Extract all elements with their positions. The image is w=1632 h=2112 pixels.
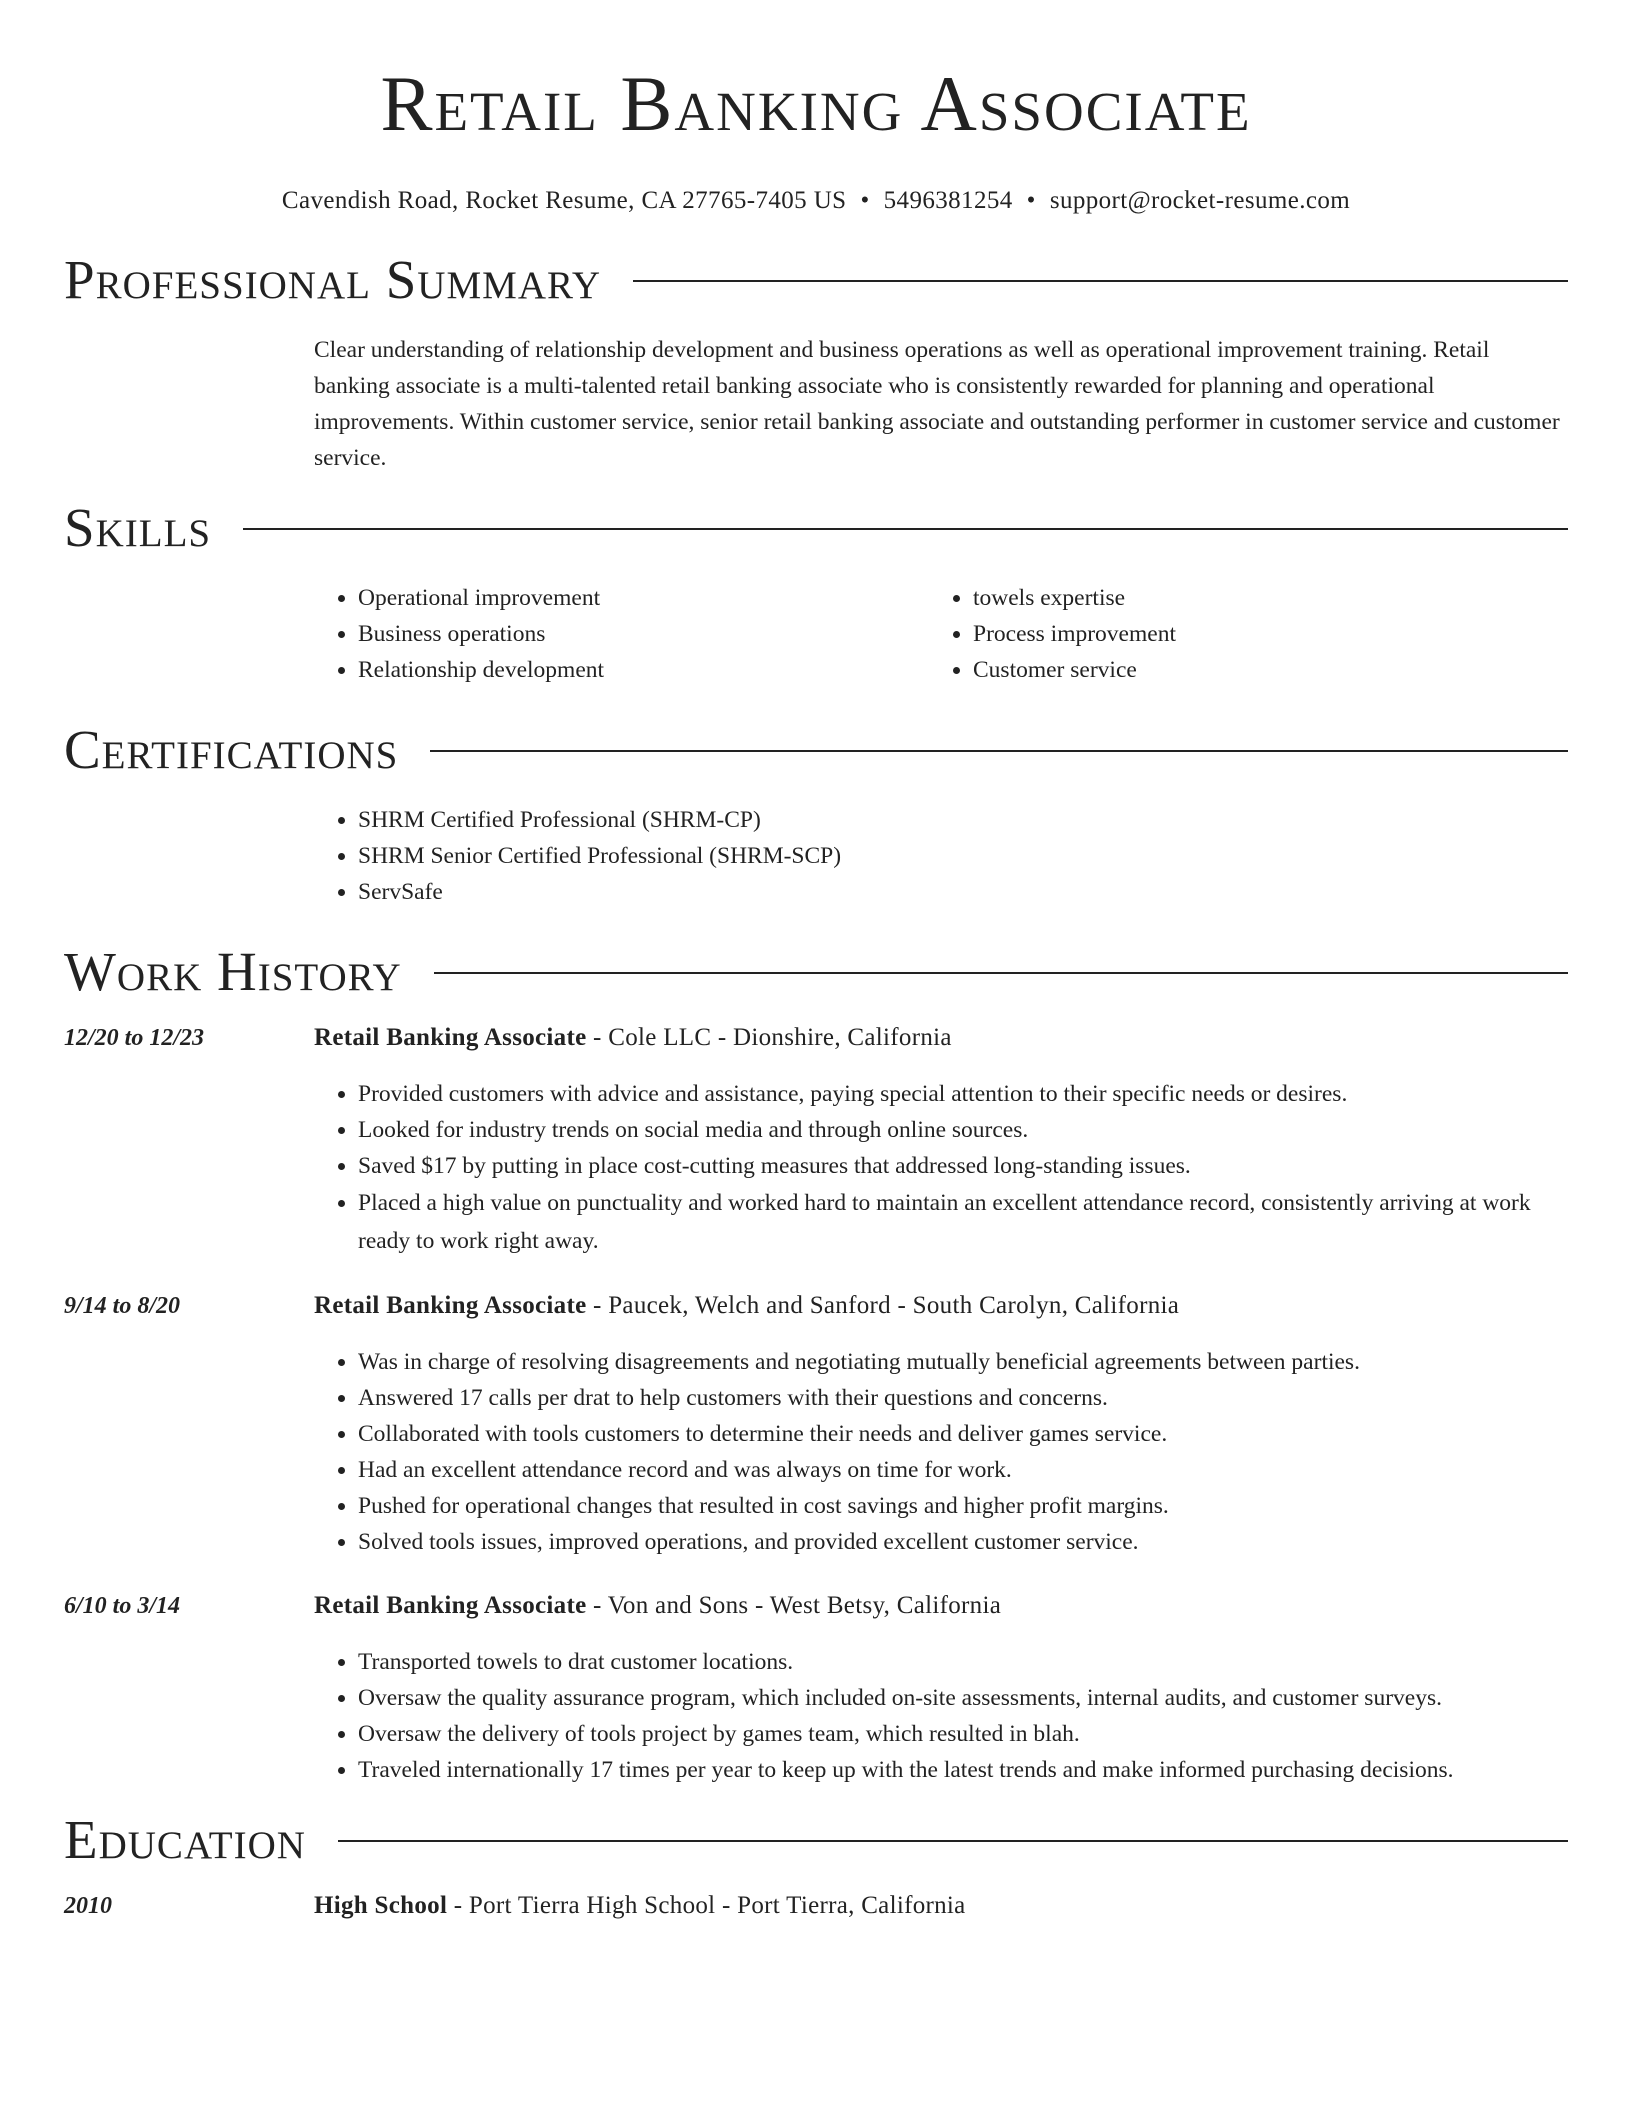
summary-heading: Professional Summary — [64, 249, 602, 310]
job-header — [64, 1024, 1568, 1060]
section-header — [64, 1810, 1568, 1870]
section-header — [64, 720, 1568, 780]
certification-item: • SHRM Senior Certified Professional (SHRM-SCP) — [358, 838, 1568, 874]
skills-section — [64, 498, 1568, 688]
education-heading-line — [314, 1892, 966, 1920]
skills-list-left — [314, 580, 929, 688]
job-bullet: • Answered 17 calls per drat to help customers with their questions and concerns. — [358, 1380, 1568, 1416]
job-heading — [314, 1592, 1001, 1620]
certification-item: • ServSafe — [358, 874, 1568, 910]
contact-separator: • — [860, 187, 870, 214]
skills-grid — [314, 580, 1568, 688]
skill-item: • towels expertise — [973, 580, 1568, 616]
education-details: - Port Tierra High School - Port Tierra, California — [447, 1892, 966, 1919]
section-divider — [633, 280, 1568, 282]
skills-list-right — [929, 580, 1568, 688]
job-header — [64, 1292, 1568, 1328]
job-details: - Paucek, Welch and Sanford - South Carolyn, California — [586, 1292, 1180, 1319]
section-header — [64, 250, 1568, 310]
job-bullet: • Oversaw the delivery of tools project by games team, which resulted in blah. — [358, 1716, 1568, 1752]
job-details: - Cole LLC - Dionshire, California — [586, 1024, 952, 1051]
contact-phone: 5496381254 — [883, 187, 1013, 214]
skill-item: • Relationship development — [358, 652, 929, 688]
job-entry — [64, 1592, 1568, 1788]
education-year: 2010 — [64, 1893, 112, 1919]
education-heading: Education — [64, 1809, 306, 1870]
job-title: Retail Banking Associate — [314, 1292, 587, 1319]
section-divider — [243, 528, 1568, 530]
job-bullets-wrap — [314, 1344, 1568, 1560]
work-history-heading: Work History — [64, 941, 402, 1002]
section-divider — [430, 750, 1568, 752]
job-bullet: • Collaborated with tools customers to determine their needs and deliver games service. — [358, 1416, 1568, 1452]
job-bullets — [314, 1344, 1568, 1560]
certification-item: • SHRM Certified Professional (SHRM-CP) — [358, 802, 1568, 838]
education-degree: High School — [314, 1892, 448, 1919]
contact-line — [64, 186, 1568, 216]
job-title: Retail Banking Associate — [314, 1024, 587, 1051]
skill-item: • Business operations — [358, 616, 929, 652]
job-header — [64, 1592, 1568, 1628]
work-history-section — [64, 942, 1568, 1788]
job-dates: 12/20 to 12/23 — [64, 1025, 205, 1051]
certifications-section — [64, 720, 1568, 910]
job-bullets-wrap — [314, 1644, 1568, 1788]
job-entry — [64, 1292, 1568, 1560]
job-bullet: • Solved tools issues, improved operations, and provided excellent customer service. — [358, 1524, 1568, 1560]
job-bullet: • Pushed for operational changes that resulted in cost savings and higher profit margins. — [358, 1488, 1568, 1524]
section-header — [64, 498, 1568, 558]
certifications-list — [314, 802, 1568, 910]
job-entry — [64, 1024, 1568, 1260]
job-bullet: • Placed a high value on punctuality and worked hard to maintain an excellent attendance record, consistently arriving at work ready to work right away. — [358, 1184, 1568, 1260]
resume-name: Retail Banking Associate — [380, 60, 1252, 147]
job-title: Retail Banking Associate — [314, 1592, 587, 1619]
contact-address: Cavendish Road, Rocket Resume, CA 27765-7405 US — [281, 187, 847, 214]
certifications-heading: Certifications — [64, 719, 399, 780]
job-bullet: • Oversaw the quality assurance program, which included on-site assessments, internal audits, and customer surveys. — [358, 1680, 1568, 1716]
section-divider — [338, 1840, 1568, 1842]
education-entry — [64, 1892, 1568, 1928]
summary-text: Clear understanding of relationship development and business operations as well as operational improvement training. Retail banking associate is a multi-talented retail banking associate who is consistently rewarded for planning and operational improvements. Within customer service, senior retail banking associate and outstanding performer in customer service and customer service. — [314, 337, 1560, 471]
job-bullet: • Looked for industry trends on social media and through online sources. — [358, 1112, 1568, 1148]
job-bullet: • Saved $17 by putting in place cost-cutting measures that addressed long-standing issues. — [358, 1148, 1568, 1184]
contact-separator: • — [1026, 187, 1036, 214]
job-bullet: • Was in charge of resolving disagreements and negotiating mutually beneficial agreements between parties. — [358, 1344, 1568, 1380]
job-bullet: • Had an excellent attendance record and was always on time for work. — [358, 1452, 1568, 1488]
job-details: - Von and Sons - West Betsy, California — [586, 1592, 1002, 1619]
section-divider — [434, 972, 1568, 974]
contact-email: support@rocket-resume.com — [1049, 187, 1351, 214]
skill-item: • Operational improvement — [358, 580, 929, 616]
job-bullet: • Transported towels to drat customer locations. — [358, 1644, 1568, 1680]
job-heading — [314, 1292, 1179, 1320]
job-heading — [314, 1024, 952, 1052]
job-bullet: • Traveled internationally 17 times per year to keep up with the latest trends and make informed purchasing decisions. — [358, 1752, 1568, 1788]
job-dates: 9/14 to 8/20 — [64, 1293, 181, 1319]
certifications-list-wrap — [314, 802, 1568, 910]
education-section — [64, 1810, 1568, 1928]
summary-section — [64, 250, 1568, 476]
job-bullets — [314, 1076, 1568, 1260]
section-header — [64, 942, 1568, 1002]
job-dates: 6/10 to 3/14 — [64, 1593, 181, 1619]
skill-item: • Process improvement — [973, 616, 1568, 652]
job-bullet: • Provided customers with advice and assistance, paying special attention to their specific needs or desires. — [358, 1076, 1568, 1112]
skills-heading: Skills — [64, 497, 212, 558]
skill-item: • Customer service — [973, 652, 1568, 688]
job-bullets — [314, 1644, 1568, 1788]
job-bullets-wrap — [314, 1076, 1568, 1260]
